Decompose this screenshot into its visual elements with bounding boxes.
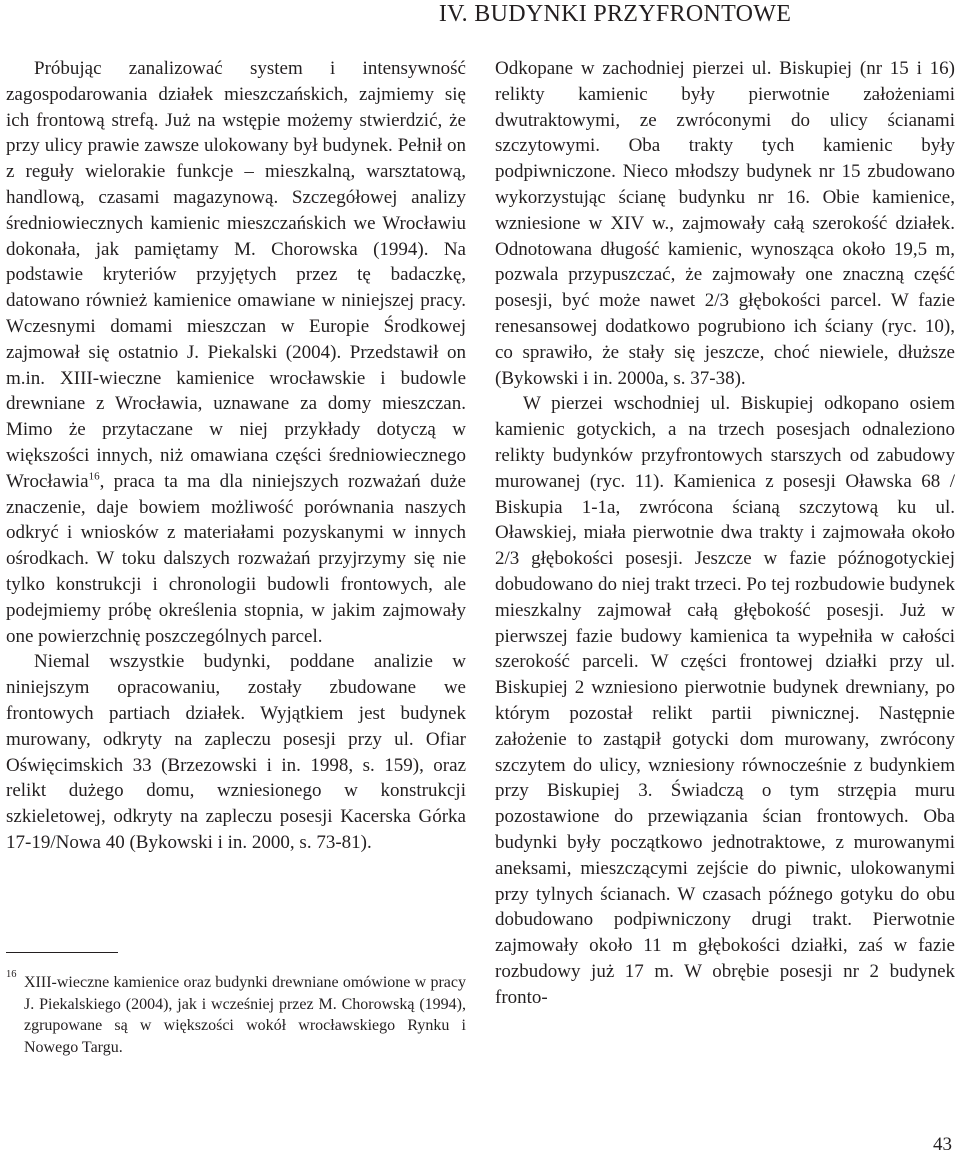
chapter-title: IV. BUDYNKI PRZYFRONTOWE: [438, 1, 792, 27]
footnote-text: XIII-wieczne kamienice oraz budynki drewniane omówione w pracy J. Piekalskiego (2004), jak i wcześniej przez M. Chorowską (1994), zgrupowane są w większości wokół wrocławskiego Rynku i Nowego Targu.: [24, 974, 466, 1056]
right-paragraph-2: W pierzei wschodniej ul. Biskupiej odkopano osiem kamienic gotyckich, a na trzech posesjach odnaleziono relikty budynków przyfrontowych starszych od zabudowy murowanej (ryc. 11). Kamienica z posesji Oławska 68 / Biskupia 1-1a, zwrócona ścianą szczytową ku ul. Oławskiej, miała pierwotnie dwa trakty i zajmowała około 2/3 głębokości posesji. Jeszcze w fazie późnogotyckiej dobudowano do niej trakt trzeci. Po tej rozbudowie budynek mieszkalny zajmował całą głębokość posesji. Już w pierwszej fazie budowy kamienica ta wypełniła w całości szerokość parceli. W części frontowej działki przy ul. Biskupiej 2 wzniesiono pierwotnie budynek drewniany, po którym pozostał relikt partii piwnicznej. Następnie założenie to zastąpił gotycki dom murowany, zwrócony szczytem do ulicy, wzniesiony równocześnie z budynkiem przy Biskupiej 3. Świadczą o tym strzępia muru pozostawione do przewiązania ścian frontowych. Oba budynki były początkowo jednotraktowe, z murowanymi aneksami, mieszczącymi zejście do piwnic, ulokowanymi przy tylnych ścianach. W czasach późnego gotyku do obu dobudowano podpiwniczony drugi trakt. Pierwotnie zajmowały około 11 m głębokości działki, zaś w fazie rozbudowy już 17 m. W obrębie posesji nr 2 budynek fronto-: [495, 393, 955, 1008]
footnote: [6, 969, 466, 1058]
footnote-divider: [6, 952, 118, 953]
left-paragraph-1: [6, 56, 466, 649]
left-paragraph-2: Niemal wszystkie budynki, poddane analizie w niniejszym opracowaniu, zostały zbudowane we frontowych partiach działek. Wyjątkiem jest budynek murowany, odkryty na zapleczu posesji przy ul. Ofiar Oświęcimskich 33 (Brzezowski i in. 1998, s. 159), oraz relikt dużego domu, wzniesionego w konstrukcji szkieletowej, odkryty na zapleczu posesji Kacerska Górka 17-19/Nowa 40 (Bykowski i in. 2000, s. 73-81).: [6, 651, 466, 853]
footnote-reference[interactable]: 16: [88, 470, 100, 483]
right-paragraph-1: Odkopane w zachodniej pierzei ul. Biskupiej (nr 15 i 16) relikty kamienic były pierwotnie założeniami dwutraktowymi, ze zwróconymi do ulicy ścianami szczytowymi. Oba trakty tych kamienic były podpiwniczone. Nieco młodszy budynek nr 15 zbudowano wykorzystując ścianę budynku nr 16. Obie kamienice, wzniesione w XIV w., zajmowały całą szerokość działek. Odnotowana długość kamienic, wynosząca około 19,5 m, pozwala przypuszczać, że zajmowały one znaczną część posesji, być może nawet 2/3 głębokości parcel. W fazie renesansowej dodatkowo pogrubiono ich ściany (ryc. 10), co sprawiło, że stały się jeszcze, choć niewiele, dłuższe (Bykowski i in. 2000a, s. 37-38).: [495, 58, 955, 389]
left-column: [6, 56, 466, 856]
left-paragraph-1-part-2: , praca ta ma dla niniejszych rozważań duże znaczenie, daje bowiem możliwość porównania naszych odkryć i wniosków z materiałami pozyskanymi w innych ośrodkach. W toku dalszych rozważań przyjrzymy się nie tylko konstrukcji i chronologii budowli frontowych, ale podejmiemy próbę określenia stopnia, w jakim zajmowały one powierzchnię poszczególnych parcel.: [6, 470, 466, 647]
left-paragraph-1-part-1: Próbując zanalizować system i intensywność zagospodarowania działek mieszczańskich, zajmiemy się ich frontową strefą. Już na wstępie możemy stwierdzić, że przy ulicy prawie zawsze ulokowany był budynek. Pełnił on z reguły wielorakie funkcje – mieszkalną, warsztatową, handlową, czasami magazynową. Szczegółowej analizy średniowiecznych kamienic mieszczańskich we Wrocławiu dokonała, jak pamiętamy M. Chorowska (1994). Na podstawie kryteriów przyjętych przez tę badaczkę, datowano również kamienice omawiane w niniejszej pracy. Wczesnymi domami mieszczan w Europie Środkowej zajmował się ostatnio J. Piekalski (2004). Przedstawił on m.in. XIII-wieczne kamienice wrocławskie i budowle drewniane z Wrocławia, uznawane za domy mieszczan. Mimo że przytaczane w niej przykłady dotyczą w większości innych, niż omawiana części średniowiecznego Wrocławia: [6, 58, 466, 492]
page-number: 43: [933, 1134, 952, 1155]
footnote-number: 16: [6, 969, 17, 980]
right-column: [495, 56, 955, 1010]
